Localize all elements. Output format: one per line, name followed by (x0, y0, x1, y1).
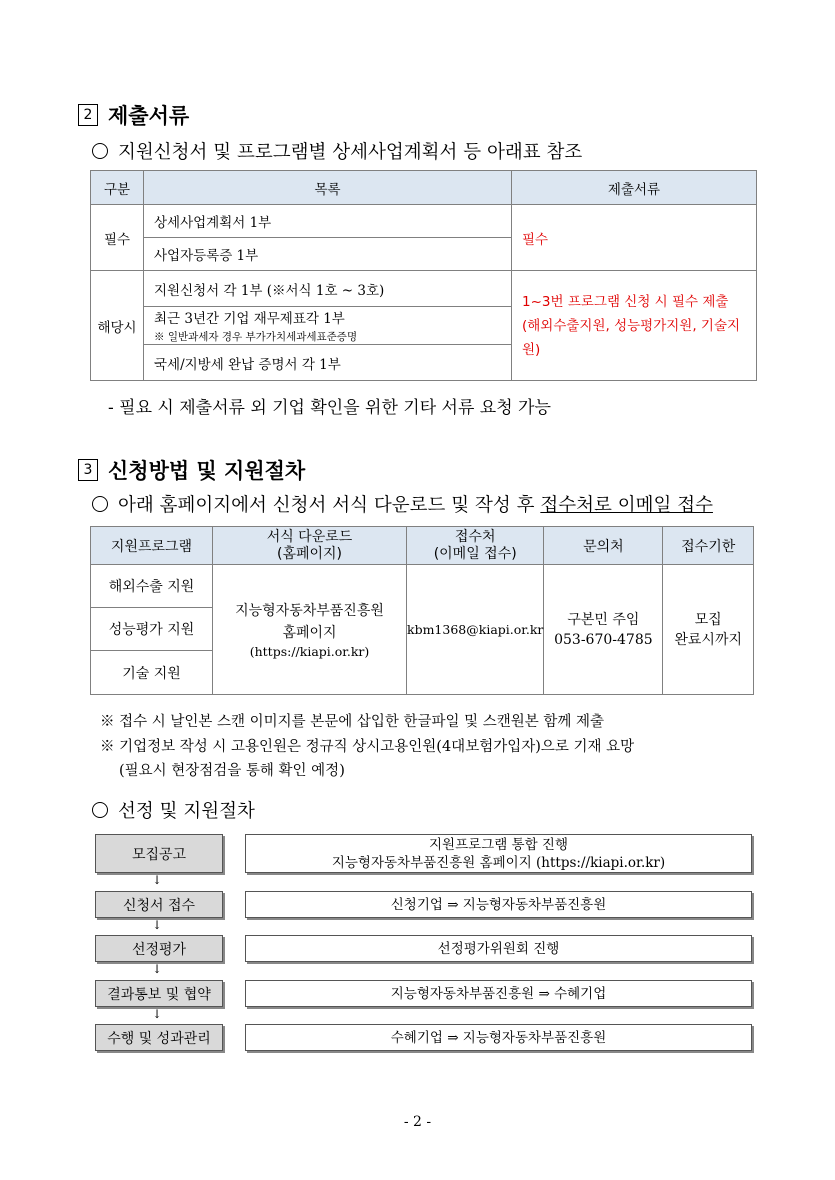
down-arrow-icon: ↓ (152, 1007, 163, 1021)
section-2-title (78, 100, 189, 130)
deadline-cell: 모집 완료시까지 (663, 565, 754, 695)
list-item: 상세사업계획서 1부 (144, 205, 512, 238)
list-item: 지원신청서 각 1부 (※서식 1호 ~ 3호) (144, 271, 512, 307)
table-header: 접수처 (이메일 접수) (407, 527, 544, 565)
section-number-box: 3 (78, 459, 98, 481)
flow-desc: 선정평가위원회 진행 (245, 935, 752, 962)
section-3-title (78, 455, 305, 485)
down-arrow-icon: ↓ (152, 873, 163, 887)
contact-cell: 구본민 주임 053-670-4785 (544, 565, 663, 695)
flow-desc: 지능형자동차부품진흥원 ⇒ 수혜기업 (245, 980, 752, 1007)
section-title-text: 신청방법 및 지원절차 (108, 459, 306, 483)
flow-step: 결과통보 및 협약 (95, 980, 223, 1007)
circle-bullet-icon (92, 143, 108, 159)
program-cell: 기술 지원 (91, 651, 213, 695)
table-header: 문의처 (544, 527, 663, 565)
email-cell: kbm1368@kiapi.or.kr (407, 565, 544, 695)
documents-table (90, 170, 757, 381)
section-number-box: 2 (78, 104, 98, 126)
category-required: 필수 (91, 205, 144, 271)
program-cell: 해외수출 지원 (91, 565, 213, 608)
circle-bullet-icon (92, 496, 108, 512)
flow-step: 모집공고 (95, 834, 223, 873)
flow-desc: 수혜기업 ⇒ 지능형자동차부품진흥원 (245, 1024, 752, 1051)
flow-step: 선정평가 (95, 935, 223, 962)
process-bullet: 선정 및 지원절차 (92, 797, 255, 823)
section-title-text: 제출서류 (108, 104, 190, 128)
table-header: 지원프로그램 (91, 527, 213, 565)
category-applicable: 해당시 (91, 271, 144, 381)
application-table (90, 526, 754, 695)
note-line: ※ 기업정보 작성 시 고용인원은 정규직 상시고용인원(4대보험가입자)으로 기재 요망 (100, 739, 635, 755)
section-2-footnote: - 필요 시 제출서류 외 기업 확인을 위한 기타 서류 요청 가능 (108, 398, 551, 418)
down-arrow-icon: ↓ (152, 962, 163, 976)
table-header: 접수기한 (663, 527, 754, 565)
list-item-note: ※ 일반과세자 경우 부가가치세과세표준증명 (154, 331, 358, 343)
table-header: 목록 (144, 171, 512, 205)
list-item: 최근 3년간 기업 재무제표각 1부 ※ 일반과세자 경우 부가가치세과세표준증명 (144, 307, 512, 345)
download-cell: 지능형자동차부품진흥원 홈페이지 (https://kiapi.or.kr) (213, 565, 407, 695)
table-header: 서식 다운로드 (홈페이지) (213, 527, 407, 565)
note-line: (필요시 현장점검을 통해 확인 예정) (119, 763, 345, 779)
flow-desc: 신청기업 ⇒ 지능형자동차부품진흥원 (245, 891, 752, 918)
table-header: 구분 (91, 171, 144, 205)
flow-step: 수행 및 성과관리 (95, 1024, 223, 1051)
section-2-bullet: 지원신청서 및 프로그램별 상세사업계획서 등 아래표 참조 (92, 138, 582, 164)
table-header: 제출서류 (512, 171, 757, 205)
section-3-bullet: 아래 홈페이지에서 신청서 서식 다운로드 및 작성 후 접수처로 이메일 접수 (92, 491, 713, 517)
note-line: ※ 접수 시 날인본 스캔 이미지를 본문에 삽입한 한글파일 및 스캔원본 함께 제출 (100, 714, 605, 730)
down-arrow-icon: ↓ (152, 918, 163, 932)
program-cell: 성능평가 지원 (91, 608, 213, 651)
circle-bullet-icon (92, 802, 108, 818)
list-item: 사업자등록증 1부 (144, 238, 512, 271)
flow-desc: 지원프로그램 통합 진행 지능형자동차부품진흥원 홈페이지 (https://kiapi.or.kr) (245, 834, 752, 873)
required-doc: 필수 (512, 205, 757, 271)
list-item: 국세/지방세 완납 증명서 각 1부 (144, 345, 512, 381)
page-number: - 2 - (403, 1114, 432, 1130)
applicable-doc: 1~3번 프로그램 신청 시 필수 제출 (해외수출지원, 성능평가지원, 기술지원) (512, 271, 757, 381)
emphasis-text: 접수처로 이메일 접수 (540, 495, 713, 516)
flow-step: 신청서 접수 (95, 891, 223, 918)
